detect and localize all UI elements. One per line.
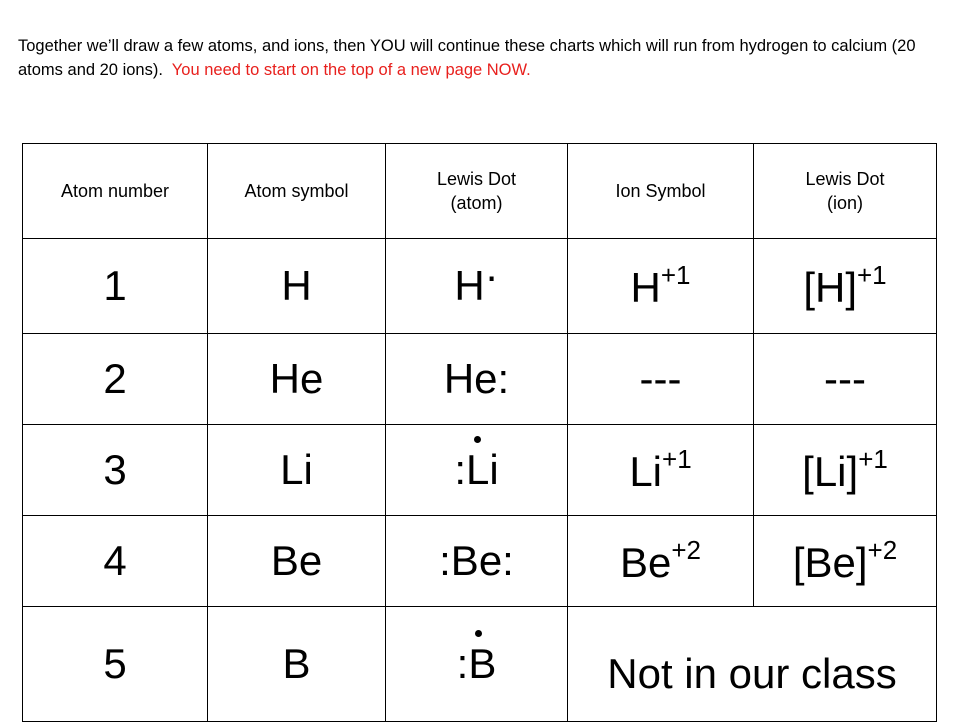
atom-symbol-cell: B <box>208 607 386 722</box>
instructions-warning: You need to start on the top of a new page NOW. <box>171 61 531 79</box>
lewis-ion-text: [H] <box>803 264 857 311</box>
atom-number-cell: 3 <box>23 425 208 516</box>
lewis-atom-wrap <box>454 446 498 494</box>
valence-dot: · <box>484 252 499 299</box>
ion-charge: +1 <box>662 444 692 474</box>
lewis-atom-text: :Li <box>454 446 499 493</box>
atom-symbol-cell: He <box>208 334 386 425</box>
lewis-atom-cell: He: <box>386 334 568 425</box>
atom-number-cell: 5 <box>23 607 208 722</box>
ion-symbol-cell <box>568 516 754 607</box>
lewis-ion-charge: +1 <box>858 444 888 474</box>
header-lewis-ion-line1: Lewis Dot <box>805 169 885 189</box>
header-lewis-atom <box>386 144 568 239</box>
lewis-ion-cell: --- <box>754 334 937 425</box>
instructions-text: Together we’ll draw a few atoms, and ions, then YOU will continue these charts which will run from hydrogen to calcium (20 atoms and 20 ions). <box>18 37 916 79</box>
atom-symbol-cell: Be <box>208 516 386 607</box>
lewis-atom-cell <box>386 239 568 334</box>
header-lewis-atom-line2: (atom) <box>450 193 503 213</box>
lewis-ion-charge: +2 <box>867 535 898 565</box>
atom-number-cell: 1 <box>23 239 208 334</box>
atom-symbol-cell: Li <box>208 425 386 516</box>
lewis-ion-text: [Li] <box>802 448 859 495</box>
lewis-atom-cell <box>386 425 568 516</box>
lewis-ion-cell <box>754 425 937 516</box>
header-atom-number: Atom number <box>23 144 208 239</box>
header-atom-symbol: Atom symbol <box>208 144 386 239</box>
ion-symbol-cell <box>568 425 754 516</box>
lewis-atom-text: :B <box>456 640 497 687</box>
lewis-atom-cell: :Be: <box>386 516 568 607</box>
ion-charge: +1 <box>660 260 691 290</box>
table-row <box>23 334 937 425</box>
table-row <box>23 239 937 334</box>
ion-symbol-text: Li <box>629 448 663 495</box>
ion-symbol-text: H <box>630 264 661 311</box>
table-row <box>23 607 937 722</box>
ion-symbol-text: Be <box>619 539 672 586</box>
header-lewis-ion <box>754 144 937 239</box>
atom-number-cell: 4 <box>23 516 208 607</box>
header-ion-symbol: Ion Symbol <box>568 144 754 239</box>
ion-symbol-cell: --- <box>568 334 754 425</box>
lewis-atom-wrap <box>457 640 497 688</box>
lewis-ion-text: [Be] <box>792 539 868 586</box>
atom-symbol-cell: H <box>208 239 386 334</box>
lewis-ion-cell <box>754 516 937 607</box>
atom-number-cell: 2 <box>23 334 208 425</box>
instructions-paragraph <box>18 34 943 82</box>
lewis-ion-cell <box>754 239 937 334</box>
table-row <box>23 516 937 607</box>
lewis-ion-charge: +1 <box>857 260 887 290</box>
valence-dot <box>475 630 482 637</box>
table-row <box>23 425 937 516</box>
lewis-atom-text: H <box>454 262 485 309</box>
ion-symbol-cell <box>568 239 754 334</box>
header-lewis-ion-line2: (ion) <box>826 193 863 213</box>
atoms-ions-table <box>22 143 937 722</box>
table-header-row <box>23 144 937 239</box>
not-in-class-note: Not in our class <box>568 607 937 722</box>
lewis-atom-cell <box>386 607 568 722</box>
header-lewis-atom-line1: Lewis Dot <box>436 169 517 189</box>
ion-charge: +2 <box>671 535 702 565</box>
valence-dot <box>474 436 481 443</box>
